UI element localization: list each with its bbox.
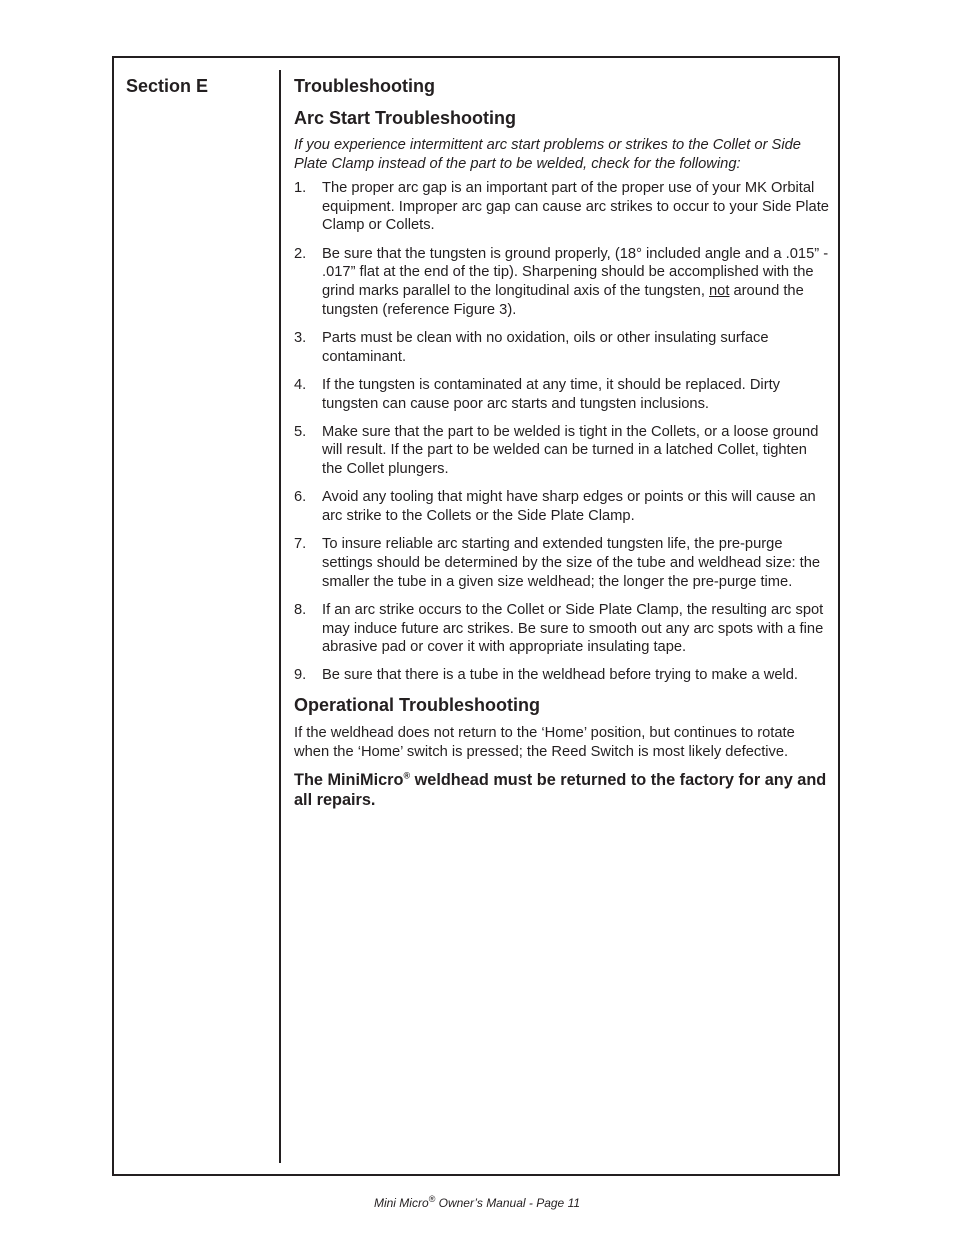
operational-paragraph: If the weldhead does not return to the ‘Home’ position, but continues to rotate when the ‘Home’ switch is pressed; the Reed Switch is most likely defective.	[294, 724, 795, 760]
list-item	[294, 376, 830, 413]
item-number: 8.	[294, 601, 307, 618]
item-text: If the tungsten is contaminated at any time, it should be replaced. Dirty tungsten can cause poor arc starts and tungsten inclusions.	[322, 376, 781, 412]
list-item	[294, 179, 830, 235]
registered-mark: ®	[403, 770, 411, 781]
list-item	[294, 423, 830, 479]
item-text: To insure reliable arc starting and extended tungsten life, the pre-purge settings should be determined by the size of the tube and weldhead size: the smaller the tube in a given size weldhead; the longer the pre-purge time.	[322, 536, 821, 590]
item-text: Parts must be clean with no oxidation, oils or other insulating surface contaminant.	[322, 329, 769, 365]
item-number: 2.	[294, 245, 307, 262]
item-number: 3.	[294, 329, 307, 346]
repair-note-text: The MiniMicro	[294, 770, 404, 789]
registered-mark: ®	[428, 1194, 436, 1204]
repair-note-text: weldhead must be returned to the factory for any and all repairs.	[294, 770, 827, 809]
list-item	[294, 666, 830, 685]
item-number: 7.	[294, 536, 307, 553]
item-text: The proper arc gap is an important part of the proper use of your MK Orbital equipment. Improper arc gap can cause arc strikes to occur to your Side Plate Clamp or Collets.	[322, 180, 829, 234]
page-title: Troubleshooting	[294, 76, 435, 96]
page-footer	[0, 1196, 954, 1210]
item-text: around the tungsten (reference Figure 3).	[322, 283, 804, 318]
column-divider	[279, 70, 281, 1163]
item-number: 4.	[294, 376, 307, 393]
main-content	[294, 76, 830, 810]
list-item	[294, 535, 830, 591]
item-text: Avoid any tooling that might have sharp edges or points or this will cause an arc strike to the Collets or the Side Plate Clamp.	[322, 489, 816, 525]
list-item	[294, 245, 830, 320]
list-item	[294, 488, 830, 525]
repair-note	[294, 770, 830, 810]
footer-text: Mini Micro	[373, 1196, 429, 1210]
section-label: Section E	[126, 76, 209, 96]
item-text-underlined: not	[709, 283, 730, 300]
item-text: Be sure that there is a tube in the weldhead before trying to make a weld.	[322, 667, 798, 684]
item-number: 6.	[294, 489, 307, 506]
item-number: 5.	[294, 423, 307, 440]
operational-heading: Operational Troubleshooting	[294, 694, 541, 715]
arc-start-intro: If you experience intermittent arc start problems or strikes to the Collet or Side Plate Clamp instead of the part to be welded, check for the following:	[294, 137, 801, 172]
list-item	[294, 329, 830, 366]
item-number: 1.	[294, 180, 307, 196]
item-text: If an arc strike occurs to the Collet or Side Plate Clamp, the resulting arc spot may induce future arc strikes. Be sure to smooth out any arc spots with a fine abrasive pad or cover it with appropriate insulating tape.	[322, 601, 824, 656]
item-number: 9.	[294, 667, 307, 684]
arc-start-heading: Arc Start Troubleshooting	[294, 108, 517, 128]
item-text: Make sure that the part to be welded is tight in the Collets, or a loose ground will result. If the part to be welded can be turned in a latched Collet, tighten the Collet plungers.	[322, 423, 819, 478]
arc-start-list	[294, 179, 830, 685]
footer-text: Owner’s Manual - Page 11	[435, 1196, 581, 1210]
list-item	[294, 601, 830, 657]
item-text: Be sure that the tungsten is ground properly, (18° included angle and a .015” - .017” flat at the end of the tip). Sharpening should be accomplished with the grind marks parallel to the longitudinal axis of the tungsten,	[322, 245, 829, 300]
